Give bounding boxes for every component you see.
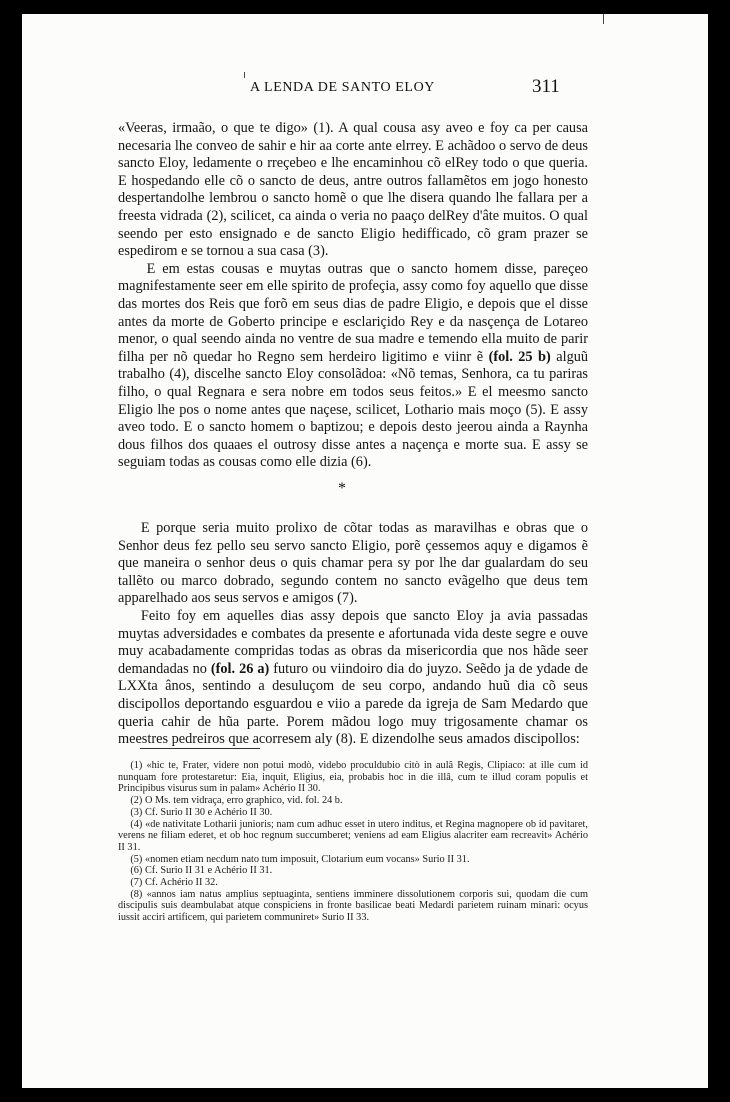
folio-marker: (fol. 26 a): [210, 660, 270, 677]
footnote: (5) «nomen etiam necdum nato tum imposuit, Clotarium eum vocans» Surio II 31.: [130, 853, 470, 865]
footnote: (8) «annos iam natus amplius septuaginta, sentiens imminere dissolutionem corporis sui, quodam die cum discipulis suis deambulabat atque conspiciens in fronte basilicae beati Medardi parietem ruinam minari: ocyus iussit acciri artificem, qui parietem communiret» Surio II 33.: [118, 888, 588, 924]
paragraph-text: E em estas cousas e muytas outras que o sancto homem disse, pareçeo magnifestamente seer em elle spirito de profeçia, assy como foy aquello que disse das mortes dos Reis que forõ em seus dias de padre Eligio, e depois que el disse antes da morte de Goberto principe e esclariçido Rey e da nasçença de Lotareo menor, o qual seendo ainda no ventre de sua madre e temendo ella muito de parir filha per nõ quedar ho Regno sem herdeiro ligitimo e viinr ẽ: [118, 260, 588, 365]
footnote: (4) «de nativitate Lotharii junioris; nam cum adhuc esset in utero inditus, et Regina magnopere ob id pavitaret, verens ne filiam ederet, et ob hoc regnum succumberet; veniens ad eam Eligius alacriter eam recreavit» Achério II 31.: [118, 818, 588, 853]
paragraph-text: alguũ trabalho (4), discelhe sancto Eloy consolãdoa: «Nõ temas, Senhora, ca tu pariras filho, o qual Regnara e sera nobre em todos seus feitos.» E el meesmo sancto Eligio lhe pos o nome antes que naçese, scilicet, Lothario mais moço (5). E assy aveo todo. E o sancto homem o baptizou; e depois desto jeerou ainda a Raynha dous filhos dos quaaes el outrosy disse antes a naçença e morte sua. E assy se seguiam todas as cousas como elle dizia (6).: [118, 348, 589, 471]
main-text-section-two: [118, 520, 588, 749]
paragraph: «Veeras, irmaão, o que te digo» (1). A qual cousa asy aveo e foy ca per causa necesaria lhe conveo de sahir e hir aa corte ante elrrey. E achãdoo o servo de deus sancto Eloy, ledamente o rreçebeo e lhe encaminhou cõ elRey todo o que queria. E hospedando elle cõ o sancto de deus, antre outros fallamẽtos em jogo honesto despertandolhe lembrou o sancto homẽ o que lhe disera quando lhe fallara per a freesta vidrada (2), scilicet, ca ainda o veria no paaço delRey d'âte muitos. O qual seendo per esto ensignado e de sancto Eligio hedifficado, cõ gram prazer se espedirom e se tornou a sua casa (3).: [118, 120, 588, 260]
scan-border-bottom: [0, 1088, 730, 1102]
scan-border-right: [708, 0, 730, 1102]
paragraph-text: futuro ou viindoiro dia do juyzo. Seẽdo ja de ydade de LXXta ânos, sentindo a desuluçom de seu corpo, andando huũ dia cõ seus discipollos deportando esguardou e viio a parede da igreja de Sam Medardo que queria cahir de hũa parte. Porem mãdou logo muy trigosamente chamar os meestres pedreiros que acorresem aly (8). E dizendolhe seus amados discipollos:: [118, 660, 588, 748]
folio-marker: (fol. 25 b): [488, 348, 551, 365]
scan-border-left: [0, 0, 22, 1102]
footnote-divider: [140, 748, 260, 749]
footnotes: [118, 760, 588, 924]
footnote: (7) Cf. Achério II 32.: [130, 877, 218, 889]
footnote: (6) Cf. Surio II 31 e Achério II 31.: [130, 865, 273, 877]
running-title: A LENDA DE SANTO ELOY: [250, 80, 436, 95]
footnote: (3) Cf. Surio II 30 e Achério II 30.: [130, 806, 273, 818]
paragraph-text: Feito foy em aquelles dias assy depois que sancto Eloy ja avia passadas muytas adversidades e combates da presente e afortunada vida deste segre e ouve muy acabadamente compridas todas as obras da misericordia que nos hãde seer demandadas no: [118, 607, 588, 677]
footnote: (2) O Ms. tem vidraça, erro graphico, vid. fol. 24 b.: [130, 795, 343, 807]
scan-mark: [244, 72, 245, 78]
paragraph: [118, 608, 588, 749]
page-number: 311: [532, 76, 560, 97]
main-text: [118, 120, 588, 472]
scan-mark: [603, 14, 604, 24]
footnote: (1) «hic te, Frater, videre non potui modò, videbo proculdubio citò in aulâ Regis, Clipiaco: at ille cum id nunquam fore protestaretur: Eia, inquit, Eligius, eia, probabis hoc in die illâ, cum te illud coram populis et Principibus visurus sum in palam» Achério II 30.: [118, 760, 588, 795]
section-divider: *: [338, 480, 346, 497]
paragraph: [118, 261, 588, 472]
paragraph: E porque seria muito prolixo de cõtar todas as maravilhas e obras que o Senhor deus fez pello seu servo sancto Eligio, porẽ çessemos aquy e digamos ẽ que maneira o senhor deus o quis chamar pera sy por lhe dar gualardam do seu tallẽto ou marco dobrado, segundo contem no sancto evãgelho que deus tem apparelhado aos seus servos e amigos (7).: [118, 520, 588, 607]
scan-border-top: [0, 0, 730, 14]
